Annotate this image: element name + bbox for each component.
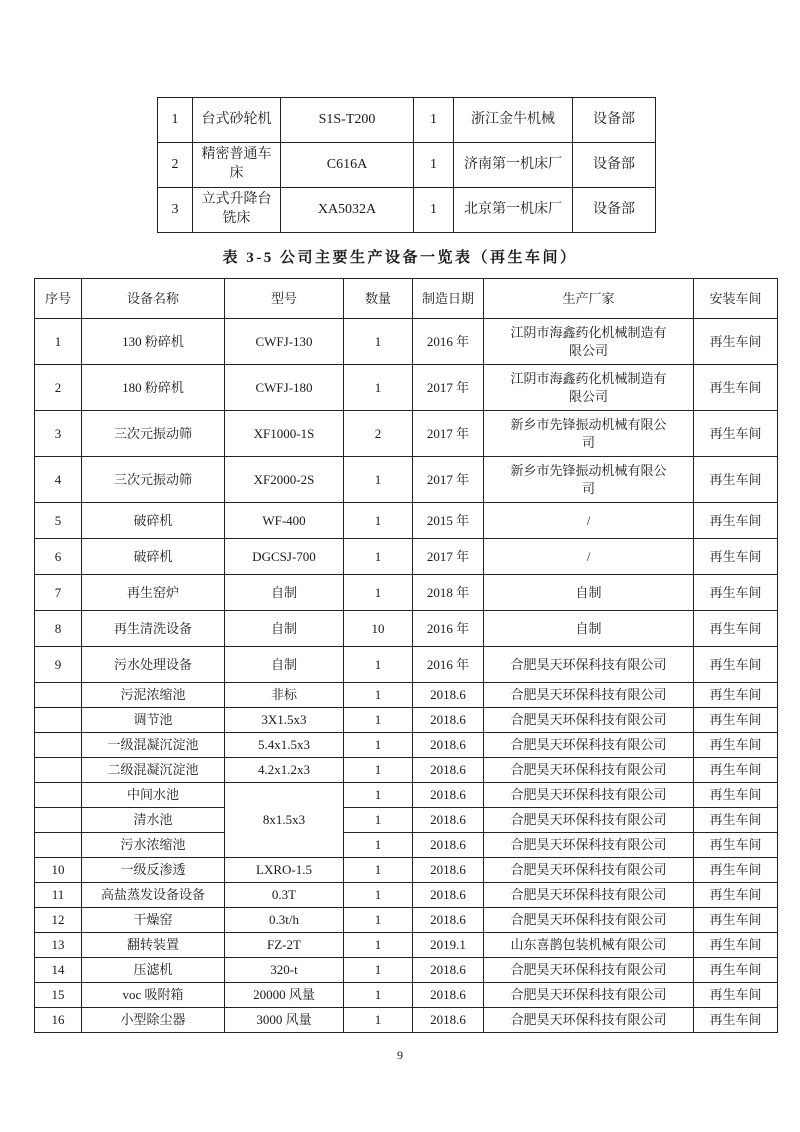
table-row [35, 958, 778, 983]
seq-cell: 14 [35, 958, 82, 983]
model-cell: 4.2x1.2x3 [225, 758, 344, 783]
manufacturer-cell: 浙江金牛机械 [454, 98, 573, 143]
equipment-name-cell: 三次元振动筛 [82, 457, 225, 503]
manufacture-date-cell: 2018.6 [413, 783, 484, 808]
equipment-name-cell: 三次元振动筛 [82, 411, 225, 457]
install-workshop-cell: 再生车间 [694, 457, 778, 503]
manufacture-date-cell: 2018.6 [413, 833, 484, 858]
seq-cell: 7 [35, 575, 82, 611]
seq-cell: 2 [35, 365, 82, 411]
quantity-cell: 1 [344, 708, 413, 733]
seq-cell: 15 [35, 983, 82, 1008]
manufacturer-cell: 合肥昊天环保科技有限公司 [484, 983, 694, 1008]
equipment-name-cell: 再生窑炉 [82, 575, 225, 611]
equipment-name-cell: 台式砂轮机 [193, 98, 281, 143]
table-row [35, 733, 778, 758]
model-cell: CWFJ-180 [225, 365, 344, 411]
manufacturer-cell: 合肥昊天环保科技有限公司 [484, 647, 694, 683]
install-workshop-cell: 再生车间 [694, 365, 778, 411]
manufacturer-cell: 新乡市先锋振动机械有限公司 [484, 411, 694, 457]
column-header: 安装车间 [694, 279, 778, 319]
install-workshop-cell: 再生车间 [694, 883, 778, 908]
column-header: 型号 [225, 279, 344, 319]
table-row [35, 858, 778, 883]
equipment-name-cell: 立式升降台铣床 [193, 188, 281, 233]
table-row [35, 708, 778, 733]
manufacture-date-cell: 2018.6 [413, 883, 484, 908]
seq-cell [35, 783, 82, 808]
model-cell: 非标 [225, 683, 344, 708]
manufacturer-cell: 合肥昊天环保科技有限公司 [484, 833, 694, 858]
column-header: 制造日期 [413, 279, 484, 319]
model-cell: S1S-T200 [281, 98, 414, 143]
seq-cell: 5 [35, 503, 82, 539]
install-workshop-cell: 再生车间 [694, 683, 778, 708]
quantity-cell: 1 [344, 758, 413, 783]
quantity-cell: 1 [344, 958, 413, 983]
table-row [35, 758, 778, 783]
install-workshop-cell: 再生车间 [694, 983, 778, 1008]
model-cell: FZ-2T [225, 933, 344, 958]
quantity-cell: 1 [344, 833, 413, 858]
install-workshop-cell: 再生车间 [694, 808, 778, 833]
seq-cell: 2 [158, 143, 193, 188]
column-header: 设备名称 [82, 279, 225, 319]
table-row [35, 1008, 778, 1033]
quantity-cell: 1 [344, 539, 413, 575]
equipment-name-cell: 再生清洗设备 [82, 611, 225, 647]
seq-cell: 11 [35, 883, 82, 908]
table-row [158, 188, 656, 233]
manufacturer-cell: 江阴市海鑫药化机械制造有限公司 [484, 365, 694, 411]
install-workshop-cell: 再生车间 [694, 833, 778, 858]
quantity-cell: 1 [344, 858, 413, 883]
equipment-table-dept [157, 97, 656, 233]
equipment-name-cell: 二级混凝沉淀池 [82, 758, 225, 783]
model-cell: 8x1.5x3 [225, 783, 344, 858]
seq-cell: 12 [35, 908, 82, 933]
install-workshop-cell: 再生车间 [694, 575, 778, 611]
model-cell: CWFJ-130 [225, 319, 344, 365]
manufacturer-cell: 合肥昊天环保科技有限公司 [484, 858, 694, 883]
manufacturer-cell: 自制 [484, 575, 694, 611]
table-row [35, 883, 778, 908]
manufacture-date-cell: 2018.6 [413, 758, 484, 783]
manufacture-date-cell: 2018.6 [413, 683, 484, 708]
manufacturer-cell: 新乡市先锋振动机械有限公司 [484, 457, 694, 503]
manufacturer-cell: / [484, 539, 694, 575]
equipment-name-cell: 干燥窑 [82, 908, 225, 933]
equipment-name-cell: 调节池 [82, 708, 225, 733]
model-cell: WF-400 [225, 503, 344, 539]
manufacture-date-cell: 2019.1 [413, 933, 484, 958]
install-workshop-cell: 再生车间 [694, 733, 778, 758]
manufacturer-cell: 合肥昊天环保科技有限公司 [484, 758, 694, 783]
seq-cell [35, 833, 82, 858]
manufacturer-cell: 济南第一机床厂 [454, 143, 573, 188]
manufacture-date-cell: 2018.6 [413, 858, 484, 883]
manufacture-date-cell: 2018.6 [413, 708, 484, 733]
table-row [35, 983, 778, 1008]
model-cell: 自制 [225, 647, 344, 683]
manufacture-date-cell: 2016 年 [413, 611, 484, 647]
quantity-cell: 1 [344, 733, 413, 758]
quantity-cell: 1 [344, 575, 413, 611]
model-cell: XF1000-1S [225, 411, 344, 457]
table-row [35, 503, 778, 539]
quantity-cell: 1 [414, 143, 454, 188]
table-row [35, 808, 778, 833]
model-cell: LXRO-1.5 [225, 858, 344, 883]
table-row [35, 319, 778, 365]
table-row [158, 98, 656, 143]
install-workshop-cell: 再生车间 [694, 503, 778, 539]
seq-cell: 8 [35, 611, 82, 647]
seq-cell [35, 708, 82, 733]
seq-cell [35, 683, 82, 708]
table-row [158, 143, 656, 188]
quantity-cell: 1 [344, 319, 413, 365]
manufacture-date-cell: 2016 年 [413, 647, 484, 683]
quantity-cell: 1 [344, 365, 413, 411]
install-workshop-cell: 再生车间 [694, 319, 778, 365]
install-workshop-cell: 再生车间 [694, 908, 778, 933]
seq-cell: 9 [35, 647, 82, 683]
model-cell: 自制 [225, 611, 344, 647]
table-row [35, 933, 778, 958]
equipment-name-cell: 压滤机 [82, 958, 225, 983]
manufacture-date-cell: 2018.6 [413, 733, 484, 758]
model-cell: 自制 [225, 575, 344, 611]
manufacturer-cell: 合肥昊天环保科技有限公司 [484, 1008, 694, 1033]
model-cell: 320-t [225, 958, 344, 983]
manufacturer-cell: 合肥昊天环保科技有限公司 [484, 908, 694, 933]
manufacturer-cell: 自制 [484, 611, 694, 647]
equipment-name-cell: 中间水池 [82, 783, 225, 808]
equipment-name-cell: 一级混凝沉淀池 [82, 733, 225, 758]
model-cell: C616A [281, 143, 414, 188]
table-row [35, 575, 778, 611]
table-header-row [35, 279, 778, 319]
manufacture-date-cell: 2016 年 [413, 319, 484, 365]
table-row [35, 783, 778, 808]
manufacture-date-cell: 2017 年 [413, 411, 484, 457]
model-cell: DGCSJ-700 [225, 539, 344, 575]
manufacturer-cell: 合肥昊天环保科技有限公司 [484, 683, 694, 708]
quantity-cell: 1 [344, 503, 413, 539]
manufacturer-cell: / [484, 503, 694, 539]
seq-cell: 3 [158, 188, 193, 233]
install-workshop-cell: 再生车间 [694, 708, 778, 733]
seq-cell: 3 [35, 411, 82, 457]
manufacture-date-cell: 2018.6 [413, 1008, 484, 1033]
model-cell: 3X1.5x3 [225, 708, 344, 733]
equipment-name-cell: 高盐蒸发设备设备 [82, 883, 225, 908]
seq-cell: 6 [35, 539, 82, 575]
quantity-cell: 1 [344, 647, 413, 683]
manufacture-date-cell: 2018.6 [413, 958, 484, 983]
install-dept-cell: 设备部 [573, 98, 656, 143]
install-workshop-cell: 再生车间 [694, 783, 778, 808]
manufacturer-cell: 合肥昊天环保科技有限公司 [484, 708, 694, 733]
seq-cell: 16 [35, 1008, 82, 1033]
seq-cell: 1 [35, 319, 82, 365]
equipment-name-cell: voc 吸附箱 [82, 983, 225, 1008]
manufacturer-cell: 北京第一机床厂 [454, 188, 573, 233]
install-dept-cell: 设备部 [573, 188, 656, 233]
quantity-cell: 1 [344, 983, 413, 1008]
seq-cell: 13 [35, 933, 82, 958]
equipment-name-cell: 污水处理设备 [82, 647, 225, 683]
manufacturer-cell: 合肥昊天环保科技有限公司 [484, 808, 694, 833]
quantity-cell: 1 [344, 808, 413, 833]
equipment-name-cell: 翻转装置 [82, 933, 225, 958]
seq-cell: 10 [35, 858, 82, 883]
equipment-name-cell: 小型除尘器 [82, 1008, 225, 1033]
table-row [35, 411, 778, 457]
quantity-cell: 1 [344, 933, 413, 958]
equipment-name-cell: 130 粉碎机 [82, 319, 225, 365]
manufacture-date-cell: 2017 年 [413, 365, 484, 411]
model-cell: 0.3t/h [225, 908, 344, 933]
seq-cell [35, 733, 82, 758]
manufacture-date-cell: 2015 年 [413, 503, 484, 539]
table-row [35, 611, 778, 647]
install-workshop-cell: 再生车间 [694, 411, 778, 457]
install-workshop-cell: 再生车间 [694, 933, 778, 958]
equipment-name-cell: 污泥浓缩池 [82, 683, 225, 708]
column-header: 序号 [35, 279, 82, 319]
page-number: 9 [397, 1048, 403, 1062]
manufacture-date-cell: 2018.6 [413, 808, 484, 833]
model-cell: XA5032A [281, 188, 414, 233]
seq-cell: 4 [35, 457, 82, 503]
quantity-cell: 1 [344, 883, 413, 908]
install-dept-cell: 设备部 [573, 143, 656, 188]
manufacturer-cell: 合肥昊天环保科技有限公司 [484, 733, 694, 758]
model-cell: XF2000-2S [225, 457, 344, 503]
quantity-cell: 1 [344, 908, 413, 933]
quantity-cell: 10 [344, 611, 413, 647]
quantity-cell: 1 [344, 457, 413, 503]
equipment-name-cell: 破碎机 [82, 503, 225, 539]
manufacture-date-cell: 2018.6 [413, 908, 484, 933]
column-header: 数量 [344, 279, 413, 319]
table-row [35, 539, 778, 575]
quantity-cell: 1 [414, 98, 454, 143]
install-workshop-cell: 再生车间 [694, 611, 778, 647]
install-workshop-cell: 再生车间 [694, 539, 778, 575]
equipment-name-cell: 一级反渗透 [82, 858, 225, 883]
install-workshop-cell: 再生车间 [694, 958, 778, 983]
equipment-name-cell: 破碎机 [82, 539, 225, 575]
manufacturer-cell: 合肥昊天环保科技有限公司 [484, 958, 694, 983]
manufacturer-cell: 合肥昊天环保科技有限公司 [484, 883, 694, 908]
table-row [35, 908, 778, 933]
install-workshop-cell: 再生车间 [694, 758, 778, 783]
manufacturer-cell: 合肥昊天环保科技有限公司 [484, 783, 694, 808]
equipment-name-cell: 180 粉碎机 [82, 365, 225, 411]
equipment-table-regen [34, 278, 778, 1033]
quantity-cell: 1 [414, 188, 454, 233]
model-cell: 5.4x1.5x3 [225, 733, 344, 758]
manufacture-date-cell: 2018 年 [413, 575, 484, 611]
table-row [35, 457, 778, 503]
manufacture-date-cell: 2017 年 [413, 539, 484, 575]
quantity-cell: 2 [344, 411, 413, 457]
table-row [35, 365, 778, 411]
table-caption: 表 3-5 公司主要生产设备一览表（再生车间） [222, 250, 578, 266]
model-cell: 0.3T [225, 883, 344, 908]
table-row [35, 683, 778, 708]
equipment-name-cell: 精密普通车床 [193, 143, 281, 188]
column-header: 生产厂家 [484, 279, 694, 319]
quantity-cell: 1 [344, 683, 413, 708]
model-cell: 20000 风量 [225, 983, 344, 1008]
manufacturer-cell: 山东喜鹊包装机械有限公司 [484, 933, 694, 958]
install-workshop-cell: 再生车间 [694, 858, 778, 883]
seq-cell [35, 758, 82, 783]
install-workshop-cell: 再生车间 [694, 1008, 778, 1033]
install-workshop-cell: 再生车间 [694, 647, 778, 683]
manufacturer-cell: 江阴市海鑫药化机械制造有限公司 [484, 319, 694, 365]
equipment-name-cell: 清水池 [82, 808, 225, 833]
model-cell: 3000 风量 [225, 1008, 344, 1033]
manufacture-date-cell: 2018.6 [413, 983, 484, 1008]
seq-cell [35, 808, 82, 833]
table-row [35, 647, 778, 683]
quantity-cell: 1 [344, 783, 413, 808]
equipment-name-cell: 污水浓缩池 [82, 833, 225, 858]
seq-cell: 1 [158, 98, 193, 143]
manufacture-date-cell: 2017 年 [413, 457, 484, 503]
table-row [35, 833, 778, 858]
quantity-cell: 1 [344, 1008, 413, 1033]
